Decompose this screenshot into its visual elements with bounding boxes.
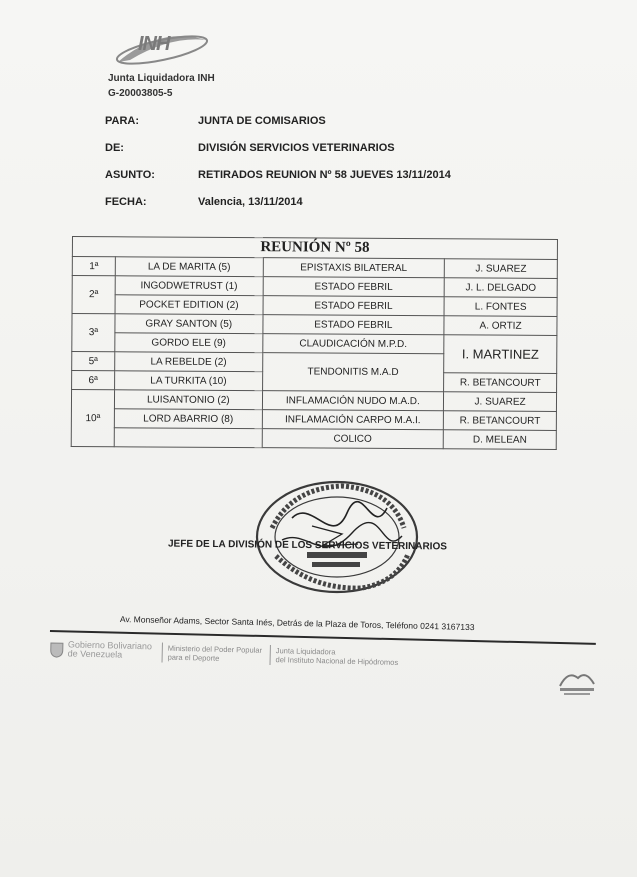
diagnosis-cell: EPISTAXIS BILATERAL [263, 258, 445, 278]
official-stamp-icon [252, 478, 422, 596]
diagnosis-cell: TENDONITIS M.A.D [262, 353, 444, 392]
gov-line2: de Venezuela [67, 648, 123, 660]
diagnosis-cell: COLICO [262, 429, 444, 449]
diagnosis-cell: INFLAMACIÓN CARPO M.A.I. [262, 410, 444, 430]
vet-cell: L. FONTES [444, 297, 557, 317]
horse-cell: LORD ABARRIO (8) [114, 409, 262, 429]
race-cell: 1ª [72, 257, 115, 276]
vet-cell: J. SUAREZ [444, 259, 557, 279]
table-title: REUNIÓN Nº 58 [72, 237, 557, 260]
field-value: RETIRADOS REUNION Nº 58 JUEVES 13/11/2014 [198, 169, 451, 181]
signature-title: JEFE DE LA DIVISIÓN DE LOS SERVICIOS VETERINARIOS [167, 538, 448, 553]
field-value: JUNTA DE COMISARIOS [198, 115, 326, 127]
field-label: FECHA: [105, 196, 147, 208]
junta-line2: del Instituto Nacional de Hipódromos [275, 655, 399, 667]
vet-cell: D. MELEAN [443, 430, 556, 450]
junta-line1: Junta Liquidadora [275, 646, 336, 657]
logo-text: INH [138, 33, 170, 55]
horse-cell: GORDO ELE (9) [115, 333, 263, 353]
org-id: G-20003805-5 [108, 88, 173, 99]
table-row [71, 427, 556, 449]
ministry-name [168, 644, 263, 664]
race-cell: 2ª [72, 276, 115, 314]
bicentennial-emblem-icon [556, 668, 598, 696]
org-block [108, 71, 215, 101]
gov-line1: Gobierno Bolivariano [67, 639, 153, 652]
horse-cell: INGODWETRUST (1) [115, 276, 263, 296]
diagnosis-cell: ESTADO FEBRIL [263, 277, 445, 297]
horse-cell-empty [114, 428, 262, 448]
ministry-line1: Ministerio del Poder Popular [167, 643, 263, 655]
vet-cell: A. ORTIZ [444, 316, 557, 336]
race-cell: 5ª [72, 352, 115, 371]
field-label: DE: [105, 142, 124, 154]
field-value: Valencia, 13/11/2014 [198, 196, 303, 208]
gov-name [68, 640, 152, 660]
footer-separator [269, 645, 270, 665]
diagnosis-cell: ESTADO FEBRIL [263, 296, 445, 316]
diagnosis-cell: INFLAMACIÓN NUDO M.A.D. [262, 391, 444, 411]
horse-cell: LA REBELDE (2) [115, 352, 263, 372]
vet-cell: R. BETANCOURT [444, 373, 557, 393]
vet-cell: R. BETANCOURT [444, 411, 557, 431]
ministry-line2: para el Deporte [167, 652, 220, 663]
horse-cell: LA TURKITA (10) [115, 371, 263, 391]
coat-of-arms-icon [50, 642, 64, 658]
footer-separator [162, 643, 163, 663]
diagnosis-cell: CLAUDICACIÓN M.P.D. [262, 334, 444, 354]
horse-cell: LUISANTONIO (2) [115, 390, 263, 410]
org-name: Junta Liquidadora INH [108, 73, 215, 84]
race-cell: 6ª [72, 371, 115, 390]
vet-cell: J. L. DELGADO [444, 278, 557, 298]
field-label: ASUNTO: [105, 169, 155, 181]
vet-cell: J. SUAREZ [444, 392, 557, 412]
horse-cell: GRAY SANTON (5) [115, 314, 263, 334]
race-cell: 10ª [71, 390, 114, 447]
field-label: PARA: [105, 115, 140, 127]
vet-cell: I. MARTINEZ [444, 335, 557, 374]
junta-name [276, 646, 399, 667]
horse-cell: POCKET EDITION (2) [115, 295, 263, 315]
diagnosis-cell: ESTADO FEBRIL [262, 315, 444, 335]
field-value: DIVISIÓN SERVICIOS VETERINARIOS [198, 142, 395, 154]
horse-cell: LA DE MARITA (5) [115, 257, 263, 277]
footer-logos [49, 640, 610, 713]
meeting-table [71, 236, 558, 450]
footer-address: Av. Monseñor Adams, Sector Santa Inés, Detrás de la Plaza de Toros, Teléfono 0241 3167133 [119, 614, 475, 633]
race-cell: 3ª [72, 314, 115, 352]
